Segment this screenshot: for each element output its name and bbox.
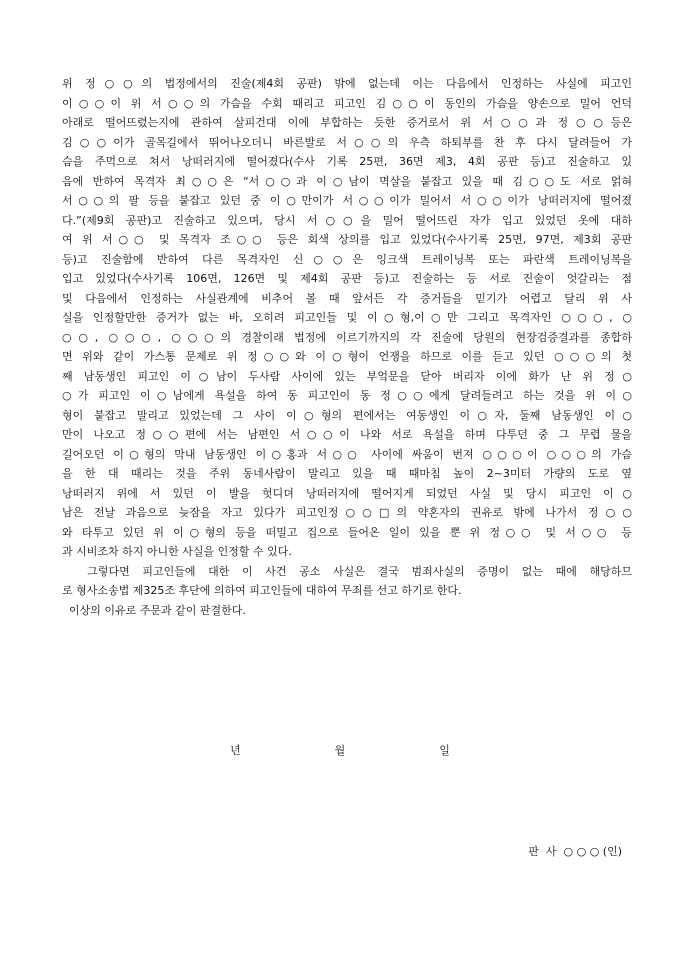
body-line: 길어오던 이○형의 막내 남동생인 이○홍과 서○○ 사이에 싸움이 번져 ○○○이 ○○○의 가슴 <box>62 447 632 461</box>
closing-line: 이상의 이유로 주문과 같이 판결한다. <box>62 603 246 617</box>
body-line: 김○○이가 골목길에서 뛰어나오더니 바른발로 서○○의 우측 하퇴부를 찬 후 다시 달려들어 가 <box>62 135 632 149</box>
body-line: 등)고 진술함에 반하여 다른 목격자인 신○○은 잉크색 트레이닝복 또는 파란색 트레이닝복을 <box>62 252 632 266</box>
body-line: 및 다음에서 인정하는 사실관계에 비추어 볼 때 앞서든 각 증거들을 믿기가 어렵고 달리 위 사 <box>62 291 632 305</box>
body-line: 형이 붙잡고 말리고 있었는데 그 사이 이○형의 편에서는 여동생인 이○자, 둘째 남동생인 이○ <box>62 408 632 422</box>
judgment-body <box>62 74 632 620</box>
judge-signature-line: 판 사 ○ ○ ○ (인) <box>528 845 622 858</box>
body-line: 아래로 떨어뜨렸는지에 관하여 살피건대 이에 부합하는 듯한 증거로서 위 서○○과 정○○등은 <box>62 116 632 129</box>
conclusion-line: 그렇다면 피고인들에 대한 이 사건 공소 사실은 결국 범죄사실의 증명이 없는 때에 해당하므 <box>62 564 632 578</box>
body-line: 째 남동생인 피고인 이○남이 두사람 사이에 있는 부엌문을 닫아 버리자 이에 화가 난 위 정○ <box>62 369 632 383</box>
body-line: 면 위와 같이 가스통 문제로 위 정○○와 이○형이 언쟁을 하므로 이를 듣고 있던 ○○○의 첫 <box>62 350 632 363</box>
body-line: 입고 있었다(수사기록 106면, 126면 및 제4회 공판 등)고 진술하는 등 서로 진술이 엇갈리는 점 <box>62 272 632 285</box>
body-line: ○○, ○○○, ○○○의 경찰이래 법정에 이르기까지의 각 진술에 당원의 현장검증결과를 종합하 <box>62 330 632 344</box>
body-line: 음에 반하여 목격자 최○○은 “서○○과 이○남이 멱살을 붙잡고 있을 때 김○○도 서로 얽혀 <box>62 174 632 188</box>
body-line: 을 한 대 때리는 것을 주위 동네사람이 말리고 있을 때 때마침 높이 2~3미터 가량의 도로 옆 <box>62 467 632 480</box>
body-line: ○가 피고인 이○남에게 욕설을 하여 동 피고인이 동 정○○에게 달려들려고 하는 것을 위 이○ <box>62 389 632 402</box>
body-line: 만이 나오고 정○○편에 서는 남편인 서○○이 나와 서로 욕설을 하며 다투던 중 그 무렵 물을 <box>62 428 632 441</box>
body-line: 여 위 서○○ 및 목격자 조○○ 등은 회색 상의를 입고 있었다(수사기록 25면, 97면, 제3회 공판 <box>62 233 632 246</box>
conclusion-line: 로 형사소송법 제325조 후단에 의하여 피고인들에 대하여 무죄를 선고 하기로 한다. <box>62 584 462 597</box>
body-line: 슴을 주먹으로 쳐서 낭떠러지에 떨어졌다(수사 기록 25편, 36면 제3, 4회 공판 등)고 진술하고 있 <box>62 155 632 168</box>
date-line: 년 월 일 <box>230 744 450 757</box>
body-line: 실을 인정할만한 증거가 없는 바, 오히려 피고인들 및 이○형,이○만 그리고 목격자인 ○○○, ○ <box>62 311 632 324</box>
body-line: 이○○이 위 서○○의 가슴을 수회 때리고 피고인 김○○이 동인의 가슴을 양손으로 밀어 언덕 <box>62 96 632 110</box>
body-line: 다.”(제9회 공판)고 진술하고 있으며, 당시 서○○을 밀어 떨어뜨린 자가 입고 있었던 옷에 대하 <box>62 213 632 227</box>
body-line: 낭떠러지 위에 서 있던 이 발을 헛디뎌 낭떠러지에 떨어지게 되었던 사실 및 당시 피고인 이○ <box>62 486 632 500</box>
body-line: 와 타투고 있던 위 이○형의 등을 떠밀고 집으로 들어온 일이 있을 뿐 위 정○○ 및 서○○ 등 <box>62 525 632 539</box>
body-line: 남은 전날 과음으로 늦잠을 자고 있다가 피고인정○○□의 약혼자의 권유로 밖에 나가서 정○○ <box>62 506 632 519</box>
body-line: 위 정○○의 법정에서의 진술(제4회 공판) 밖에 없는데 이는 다음에서 인정하는 사실에 피고인 <box>62 77 632 90</box>
body-line: 과 시비조차 하지 아니한 사실을 인정할 수 있다. <box>62 545 292 558</box>
body-line: 서○○의 팔 등을 붙잡고 있던 중 이○만이가 서○○이가 밀어서 서○○이가 낭떠러지에 떨어졌 <box>62 194 632 207</box>
